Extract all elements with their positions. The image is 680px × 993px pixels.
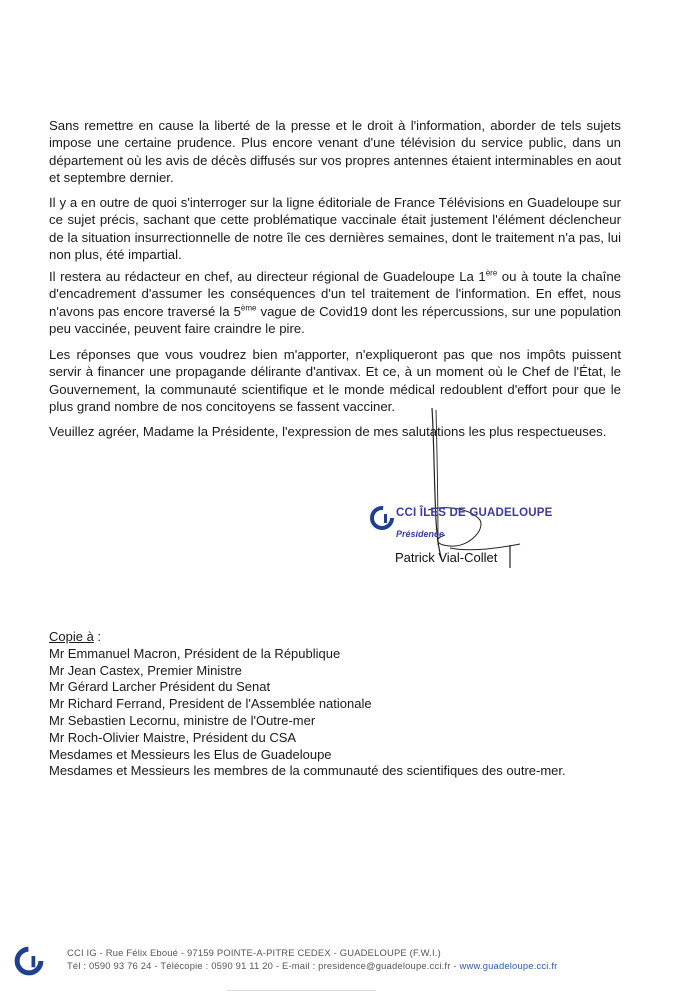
cci-stamp [370,503,553,583]
cci-footer-logo-icon [14,946,44,976]
footer-contacts: Tél : 0590 93 76 24 - Télécopie : 0590 91 11 20 - E-mail : presidence@guadeloupe.cci.fr - [67,960,460,971]
copies-list [49,629,566,780]
cci-logo-icon [370,506,394,530]
paragraph-responsibility [49,268,621,338]
copies-title: Copie à [49,629,94,644]
p3-part-a: Il restera au rédacteur en chef, au directeur régional de Guadeloupe La 1 [49,269,486,284]
list-item: Mr Emmanuel Macron, Président de la République [49,645,341,661]
list-item: Mesdames et Messieurs les Elus de Guadeloupe [49,746,332,762]
paragraph-taxes: Les réponses que vous voudrez bien m'apporter, n'expliqueront pas que nos impôts puissent servir à financer une propagande délirante d'antivax. Et ce, à un moment où le Chef de l'État, le Gouvernement, la communauté scientifique et le monde médical redoublent d'effort pour que le plus grand nombre de nos concitoyens se fassent vacciner. [49,347,621,415]
closing-salutation: Veuillez agréer, Madame la Présidente, l'expression de mes salutations les plus respectueuses. [49,424,607,439]
p3-superscript-1: ère [485,268,498,278]
copies-title-suffix: : [93,629,102,644]
stamp-org-name: CCI ÎLES DE GUADELOUPE [396,507,553,519]
letterhead-footer [14,943,654,979]
list-item: Mesdames et Messieurs les membres de la communauté des scientifiques des outre-mer. [49,763,566,779]
paragraph-editorial-line: Il y a en outre de quoi s'interroger sur la ligne éditoriale de France Télévisions en Guadeloupe sur ce sujet précis, sachant que cette problématique vaccinale était justement l'élément déclencheur de la situation insurrectionnelle de notre île ces dernières semaines, dont le traitement n'a pas, lui non plus, été impartial. [49,195,621,263]
list-item: Mr Gérard Larcher Président du Senat [49,679,271,695]
page-divider [226,990,376,991]
stamp-role: Présidence [396,529,445,539]
list-item: Mr Roch-Olivier Maistre, Président du CSA [49,729,297,745]
copies-heading [49,629,566,646]
footer-address: CCI IG - Rue Félix Eboué - 97159 POINTE-A-PITRE CEDEX - GUADELOUPE (F.W.I.) [67,947,441,958]
footer-website-link[interactable]: www.guadeloupe.cci.fr [459,960,558,971]
list-item: Mr Jean Castex, Premier Ministre [49,662,242,678]
signatory-name: Patrick Vial-Collet [395,550,498,565]
p3-superscript-2: ème [240,303,257,313]
p3-part-b: ou à toute la chaîne d'encadrement d'assumer les conséquences d'un tel traitement de l'information. En effet, nous n'avons pas encore traversé la 5 [49,269,621,319]
list-item: Mr Richard Ferrand, President de l'Assemblée nationale [49,696,372,712]
paragraph-press-freedom: Sans remettre en cause la liberté de la presse et le droit à l'information, aborder de tels sujets impose une certaine prudence. Plus encore venant d'une télévision du service public, dans un département où les avis de décès diffusés sur vos propres antennes étaient interminables en aout et septembre dernier. [49,118,621,186]
p3-part-c: vague de Covid19 dont les répercussions, sur une population peu vaccinée, peuvent faire craindre le pire. [49,303,621,337]
list-item: Mr Sebastien Lecornu, ministre de l'Outre-mer [49,712,316,728]
footer-contacts-line [67,960,558,971]
